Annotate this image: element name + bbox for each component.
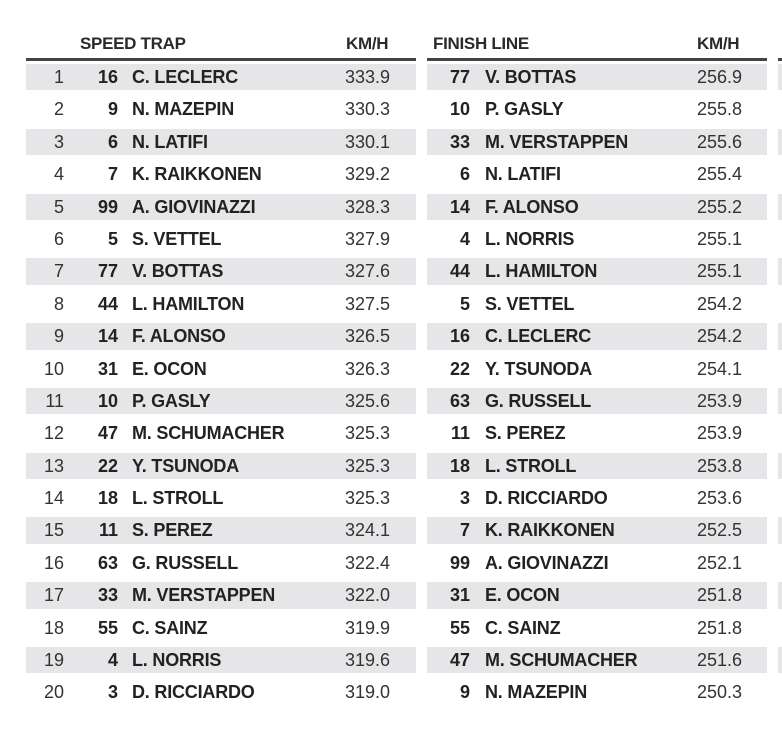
table-row [778, 612, 782, 644]
cell-num: 14 [449, 196, 470, 217]
cell-pos: 9 [53, 326, 64, 347]
cell-name: K. RAIKKONEN [132, 164, 262, 185]
row-band [778, 96, 782, 122]
table-row [778, 61, 782, 93]
cell-name: N. LATIFI [485, 164, 561, 185]
cell-num: 33 [97, 585, 118, 606]
table-row [427, 288, 767, 320]
cell-speed: 325.6 [345, 390, 391, 411]
cell-num: 5 [107, 228, 118, 249]
cell-num: 7 [459, 520, 470, 541]
cell-speed: 328.3 [345, 196, 391, 217]
cropped-next-rows [778, 61, 782, 709]
cell-speed: 254.1 [697, 358, 743, 379]
cell-speed: 255.1 [697, 261, 743, 282]
cell-num: 44 [97, 293, 118, 314]
table-row [26, 61, 416, 93]
row-band [778, 453, 782, 479]
cell-pos: 13 [43, 455, 64, 476]
cell-name: M. VERSTAPPEN [132, 585, 276, 606]
cell-num: 77 [449, 67, 470, 87]
cell-pos: 17 [43, 585, 64, 606]
cell-name: V. BOTTAS [485, 67, 577, 87]
cell-num: 18 [449, 455, 470, 476]
cell-speed: 255.8 [697, 99, 743, 120]
cell-num: 77 [97, 261, 118, 282]
table-row [778, 320, 782, 352]
cell-name: A. GIOVINAZZI [485, 552, 609, 573]
table-row [26, 644, 416, 676]
cell-speed: 322.4 [345, 552, 391, 573]
cell-name: D. RICCIARDO [132, 682, 255, 703]
cell-name: P. GASLY [132, 390, 211, 411]
finish-line-header [427, 30, 767, 61]
table-row [26, 417, 416, 449]
cell-speed: 255.1 [697, 228, 743, 249]
table-row [26, 191, 416, 223]
cell-speed: 333.9 [345, 67, 391, 87]
table-row [427, 385, 767, 417]
cropped-next-header [778, 30, 782, 61]
cell-num: 55 [449, 617, 470, 638]
table-row [778, 385, 782, 417]
finish-line-table [427, 30, 767, 709]
cell-num: 4 [107, 650, 118, 671]
speed-trap-title: SPEED TRAP [80, 34, 186, 53]
cell-num: 22 [449, 358, 470, 379]
cropped-next-table [778, 30, 782, 709]
cell-name: L. HAMILTON [132, 293, 245, 314]
cell-speed: 329.2 [345, 164, 391, 185]
cell-name: S. VETTEL [132, 228, 222, 249]
cell-name: G. RUSSELL [485, 390, 592, 411]
table-row [427, 191, 767, 223]
finish-line-title: FINISH LINE [433, 34, 529, 53]
cell-num: 16 [97, 67, 118, 87]
cell-num: 9 [459, 682, 470, 703]
speed-trap-table [26, 30, 416, 709]
table-row [427, 514, 767, 546]
row-band [778, 194, 782, 220]
cell-speed: 325.3 [345, 455, 391, 476]
cell-name: E. OCON [485, 585, 560, 606]
cell-num: 47 [97, 423, 118, 444]
table-row [778, 353, 782, 385]
cell-num: 16 [449, 326, 470, 347]
cell-speed: 253.9 [697, 423, 743, 444]
cell-name: C. SAINZ [485, 617, 561, 638]
cell-speed: 255.4 [697, 164, 743, 185]
cell-speed: 254.2 [697, 326, 743, 347]
cell-name: L. HAMILTON [485, 261, 598, 282]
table-row [26, 579, 416, 611]
cell-speed: 319.6 [345, 650, 391, 671]
cell-name: C. LECLERC [132, 67, 239, 87]
cell-name: S. VETTEL [485, 293, 575, 314]
table-row [26, 93, 416, 125]
cell-speed: 255.6 [697, 131, 743, 152]
table-row [778, 514, 782, 546]
speed-trap-rows [26, 61, 416, 709]
cell-name: F. ALONSO [485, 196, 579, 217]
table-row [427, 255, 767, 287]
cell-name: Y. TSUNODA [132, 455, 240, 476]
row-band [778, 323, 782, 349]
cell-speed: 327.6 [345, 261, 391, 282]
cell-name: C. SAINZ [132, 617, 208, 638]
table-row [427, 353, 767, 385]
cell-pos: 1 [53, 67, 64, 87]
cell-speed: 253.6 [697, 488, 743, 509]
cell-name: M. VERSTAPPEN [485, 131, 629, 152]
cell-speed: 251.8 [697, 585, 743, 606]
table-row [427, 644, 767, 676]
cell-speed: 252.5 [697, 520, 743, 541]
table-row [778, 450, 782, 482]
cell-num: 7 [107, 164, 118, 185]
cell-pos: 5 [53, 196, 64, 217]
cell-speed: 250.3 [697, 682, 743, 703]
cell-num: 33 [449, 131, 470, 152]
table-row [427, 482, 767, 514]
cell-name: Y. TSUNODA [485, 358, 593, 379]
cell-num: 11 [450, 423, 470, 444]
table-row [26, 353, 416, 385]
cell-speed: 330.1 [345, 131, 391, 152]
cell-num: 3 [107, 682, 118, 703]
cell-name: S. PEREZ [485, 423, 566, 444]
cell-num: 18 [97, 488, 118, 509]
speed-trap-header [26, 30, 416, 61]
cell-num: 9 [107, 99, 118, 120]
table-row [427, 126, 767, 158]
table-row [26, 676, 416, 708]
table-row [26, 547, 416, 579]
cell-pos: 15 [43, 520, 64, 541]
cell-num: 99 [449, 552, 470, 573]
cell-speed: 330.3 [345, 99, 391, 120]
table-row [427, 612, 767, 644]
cell-pos: 16 [43, 552, 64, 573]
cell-name: K. RAIKKONEN [485, 520, 615, 541]
table-row [26, 288, 416, 320]
table-row [778, 93, 782, 125]
cell-num: 10 [97, 390, 118, 411]
table-row [778, 644, 782, 676]
cell-name: N. MAZEPIN [485, 682, 588, 703]
cell-num: 14 [97, 326, 118, 347]
table-row [778, 191, 782, 223]
table-row [427, 450, 767, 482]
cell-speed: 326.3 [345, 358, 391, 379]
cell-speed: 324.1 [345, 520, 391, 541]
cell-speed: 327.5 [345, 293, 391, 314]
table-row [778, 547, 782, 579]
cell-name: F. ALONSO [132, 326, 226, 347]
table-row [778, 417, 782, 449]
cell-num: 11 [98, 520, 118, 541]
cell-pos: 3 [53, 131, 64, 152]
row-band [778, 258, 782, 284]
cell-pos: 6 [53, 228, 64, 249]
cell-pos: 4 [53, 164, 64, 185]
cell-speed: 253.9 [697, 390, 743, 411]
table-row [427, 320, 767, 352]
table-row [427, 158, 767, 190]
table-row [778, 158, 782, 190]
row-band [778, 420, 782, 446]
row-band [778, 582, 782, 608]
cell-pos: 18 [43, 617, 64, 638]
cell-speed: 252.1 [697, 552, 743, 573]
table-row [427, 93, 767, 125]
cell-num: 31 [449, 585, 470, 606]
table-row [427, 547, 767, 579]
row-band [778, 64, 782, 90]
cell-name: G. RUSSELL [132, 552, 239, 573]
cell-num: 44 [449, 261, 470, 282]
cell-speed: 253.8 [697, 455, 743, 476]
cell-pos: 2 [53, 99, 64, 120]
table-row [26, 158, 416, 190]
cell-name: D. RICCIARDO [485, 488, 608, 509]
cell-speed: 326.5 [345, 326, 391, 347]
row-band [778, 647, 782, 673]
cell-name: M. SCHUMACHER [485, 650, 638, 671]
cell-speed: 256.9 [697, 67, 743, 87]
cell-name: N. LATIFI [132, 131, 208, 152]
cell-name: N. MAZEPIN [132, 99, 235, 120]
table-row [778, 288, 782, 320]
cell-speed: 251.6 [697, 650, 743, 671]
cell-num: 99 [97, 196, 118, 217]
row-band [778, 679, 782, 705]
cell-speed: 325.3 [345, 488, 391, 509]
cell-name: A. GIOVINAZZI [132, 196, 256, 217]
cell-pos: 20 [43, 682, 64, 703]
table-row [26, 385, 416, 417]
cell-num: 6 [459, 164, 470, 185]
cell-pos: 12 [43, 423, 64, 444]
row-band [778, 226, 782, 252]
cell-speed: 319.9 [345, 617, 391, 638]
cell-name: L. NORRIS [485, 228, 575, 249]
cell-name: L. STROLL [485, 455, 577, 476]
cell-num: 10 [449, 99, 470, 120]
row-band [778, 550, 782, 576]
cell-speed: 254.2 [697, 293, 743, 314]
finish-line-unit-header: KM/H [697, 34, 740, 53]
cell-speed: 319.0 [345, 682, 391, 703]
table-row [26, 223, 416, 255]
row-band [778, 291, 782, 317]
cell-num: 31 [97, 358, 118, 379]
table-row [26, 482, 416, 514]
cell-name: L. NORRIS [132, 650, 222, 671]
cell-num: 63 [449, 390, 470, 411]
finish-line-rows [427, 61, 767, 709]
row-band [778, 615, 782, 641]
row-band [778, 485, 782, 511]
table-row [778, 223, 782, 255]
table-row [778, 255, 782, 287]
table-row [26, 255, 416, 287]
table-row [427, 61, 767, 93]
cell-name: V. BOTTAS [132, 261, 224, 282]
cell-name: E. OCON [132, 358, 207, 379]
speed-trap-unit-header: KM/H [346, 34, 389, 53]
cell-pos: 11 [45, 390, 64, 411]
cell-pos: 7 [53, 261, 64, 282]
row-band [778, 161, 782, 187]
cell-num: 22 [97, 455, 118, 476]
table-row [778, 579, 782, 611]
cell-speed: 251.8 [697, 617, 743, 638]
table-row [26, 612, 416, 644]
cell-num: 6 [107, 131, 118, 152]
table-row [427, 579, 767, 611]
cell-num: 5 [459, 293, 470, 314]
table-row [26, 514, 416, 546]
table-row [427, 223, 767, 255]
cell-name: C. LECLERC [485, 326, 592, 347]
table-row [26, 450, 416, 482]
table-row [778, 126, 782, 158]
table-row [778, 482, 782, 514]
table-row [427, 417, 767, 449]
table-row [778, 676, 782, 708]
cell-pos: 14 [43, 488, 64, 509]
cell-name: L. STROLL [132, 488, 224, 509]
row-band [778, 517, 782, 543]
cell-speed: 325.3 [345, 423, 391, 444]
table-row [26, 126, 416, 158]
cell-num: 3 [459, 488, 470, 509]
row-band [778, 356, 782, 382]
cell-name: M. SCHUMACHER [132, 423, 285, 444]
cell-num: 47 [449, 650, 470, 671]
row-band [778, 388, 782, 414]
cell-name: S. PEREZ [132, 520, 213, 541]
cell-pos: 8 [53, 293, 64, 314]
cell-num: 4 [459, 228, 470, 249]
table-row [26, 320, 416, 352]
cell-speed: 327.9 [345, 228, 391, 249]
cell-speed: 322.0 [345, 585, 391, 606]
table-row [427, 676, 767, 708]
row-band [778, 129, 782, 155]
cell-name: P. GASLY [485, 99, 564, 120]
cell-speed: 255.2 [697, 196, 743, 217]
cell-pos: 10 [43, 358, 64, 379]
cell-pos: 19 [43, 650, 64, 671]
cell-num: 63 [97, 552, 118, 573]
cell-num: 55 [97, 617, 118, 638]
